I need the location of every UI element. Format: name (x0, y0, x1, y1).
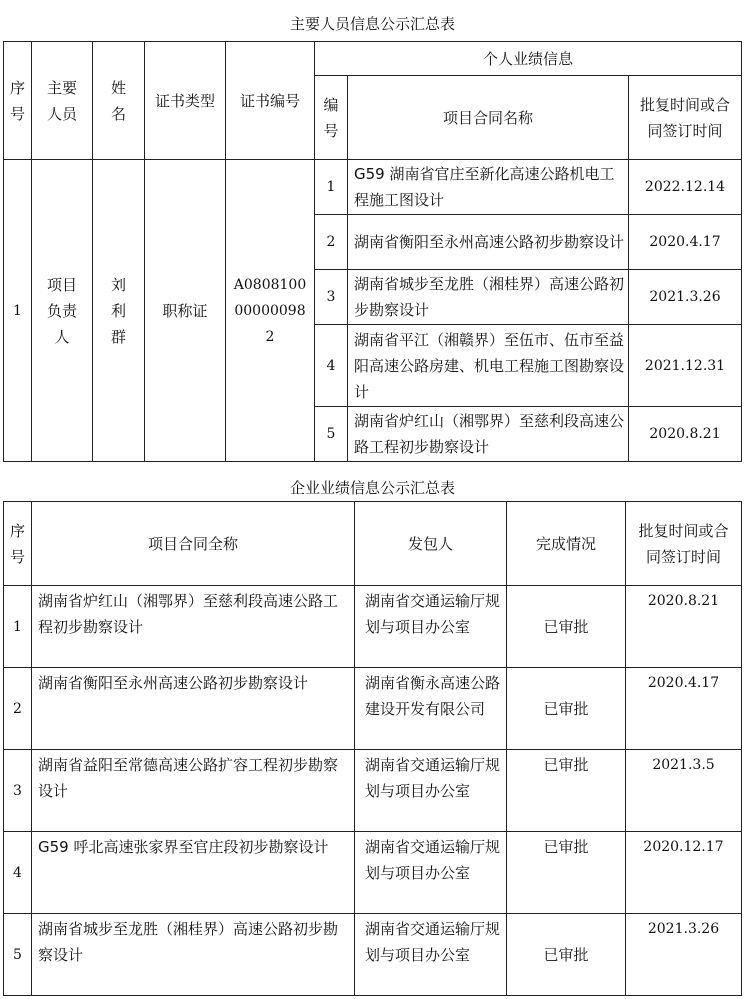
perf-project: 湖南省平江（湘赣界）至伍市、伍市至益阳高速公路房建、机电工程施工图勘察设计 (348, 325, 629, 407)
enterprise-project: 湖南省城步至龙胜（湘桂界）高速公路初步勘察设计 (32, 914, 355, 996)
personnel-name: 刘利群 (93, 160, 145, 462)
header-employer: 发包人 (355, 502, 507, 586)
perf-project: 湖南省炉红山（湘鄂界）至慈利段高速公路工程初步勘察设计 (348, 407, 629, 462)
perf-date: 2021.12.31 (629, 325, 742, 407)
header-perf-no: 编号 (315, 76, 348, 160)
header-performance-group: 个人业绩信息 (315, 42, 742, 76)
perf-no: 5 (315, 407, 348, 462)
enterprise-date: 2021.3.26 (626, 914, 742, 996)
enterprise-date: 2020.8.21 (626, 586, 742, 668)
perf-date: 2021.3.26 (629, 270, 742, 325)
perf-no: 1 (315, 160, 348, 215)
enterprise-employer: 湖南省交通运输厅规划与项目办公室 (355, 832, 507, 914)
enterprise-status: 已审批 (507, 750, 626, 832)
header-perf-project: 项目合同名称 (348, 76, 629, 160)
perf-no: 4 (315, 325, 348, 407)
header-status: 完成情况 (507, 502, 626, 586)
enterprise-seq: 1 (4, 586, 32, 668)
enterprise-table (3, 501, 742, 996)
enterprise-employer: 湖南省交通运输厅规划与项目办公室 (355, 586, 507, 668)
enterprise-employer: 湖南省衡永高速公路建设开发有限公司 (355, 668, 507, 750)
enterprise-date: 2021.3.5 (626, 750, 742, 832)
header-seq: 序号 (4, 502, 32, 586)
header-seq: 序号 (4, 42, 32, 160)
enterprise-status: 已审批 (507, 914, 626, 996)
enterprise-employer: 湖南省交通运输厅规划与项目办公室 (355, 750, 507, 832)
enterprise-date: 2020.12.17 (626, 832, 742, 914)
enterprise-project: G59 呼北高速张家界至官庄段初步勘察设计 (32, 832, 355, 914)
personnel-cert-type: 职称证 (145, 160, 226, 462)
header-role: 主要人员 (32, 42, 93, 160)
enterprise-date: 2020.4.17 (626, 668, 742, 750)
header-cert-no: 证书编号 (226, 42, 315, 160)
header-perf-date: 批复时间或合同签订时间 (629, 76, 742, 160)
enterprise-seq: 4 (4, 832, 32, 914)
enterprise-seq: 5 (4, 914, 32, 996)
enterprise-employer: 湖南省交通运输厅规划与项目办公室 (355, 914, 507, 996)
enterprise-project: 湖南省炉红山（湘鄂界）至慈利段高速公路工程初步勘察设计 (32, 586, 355, 668)
header-project: 项目合同全称 (32, 502, 355, 586)
enterprise-project: 湖南省益阳至常德高速公路扩容工程初步勘察设计 (32, 750, 355, 832)
header-date: 批复时间或合同签订时间 (626, 502, 742, 586)
enterprise-status: 已审批 (507, 832, 626, 914)
header-cert-type: 证书类型 (145, 42, 226, 160)
enterprise-status: 已审批 (507, 586, 626, 668)
perf-project: 湖南省衡阳至永州高速公路初步勘察设计 (348, 215, 629, 270)
enterprise-seq: 2 (4, 668, 32, 750)
perf-no: 3 (315, 270, 348, 325)
perf-date: 2022.12.14 (629, 160, 742, 215)
perf-date: 2020.4.17 (629, 215, 742, 270)
personnel-table-title: 主要人员信息公示汇总表 (289, 15, 455, 33)
personnel-table (3, 41, 742, 462)
enterprise-table-title: 企业业绩信息公示汇总表 (289, 479, 455, 497)
perf-project: 湖南省城步至龙胜（湘桂界）高速公路初步勘察设计 (348, 270, 629, 325)
enterprise-status: 已审批 (507, 668, 626, 750)
enterprise-project: 湖南省衡阳至永州高速公路初步勘察设计 (32, 668, 355, 750)
perf-project: G59 湖南省官庄至新化高速公路机电工程施工图设计 (348, 160, 629, 215)
personnel-cert-no: A0808100000000982 (226, 160, 315, 462)
header-name: 姓名 (93, 42, 145, 160)
personnel-seq: 1 (4, 160, 32, 462)
personnel-role: 项目负责人 (32, 160, 93, 462)
perf-no: 2 (315, 215, 348, 270)
enterprise-seq: 3 (4, 750, 32, 832)
perf-date: 2020.8.21 (629, 407, 742, 462)
